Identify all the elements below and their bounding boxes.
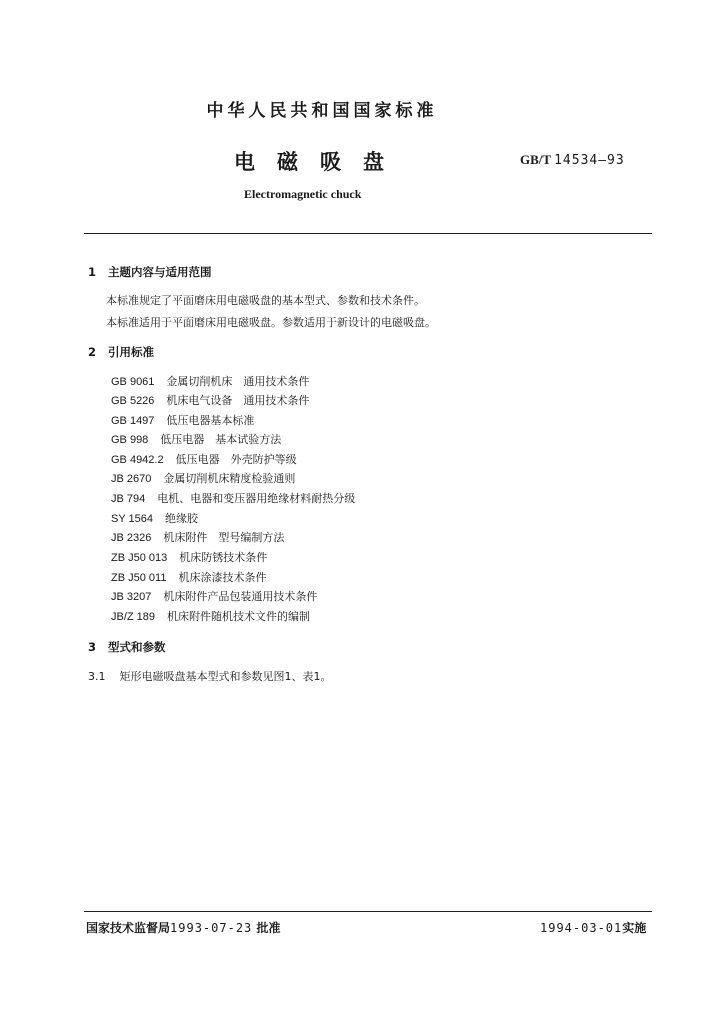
- reference-code: JB 2326: [111, 532, 152, 544]
- reference-name: 绝缘胶: [165, 512, 199, 525]
- standard-number-value: 14534—93: [554, 153, 625, 168]
- header-divider: [84, 233, 652, 234]
- clause: [88, 668, 332, 684]
- reference-name: 机床附件随机技术文件的编制: [167, 610, 311, 623]
- reference-name: 机床防锈技术条件: [179, 551, 268, 564]
- approval-date: 1993-07-23: [170, 921, 253, 935]
- reference-name: 金属切削机床 通用技术条件: [166, 375, 310, 388]
- reference-code: SY 1564: [111, 513, 154, 525]
- paragraph: 本标准适用于平面磨床用电磁吸盘。参数适用于新设计的电磁吸盘。: [106, 316, 436, 329]
- effective-line: [540, 919, 646, 936]
- reference-item: [111, 451, 297, 467]
- section-number: 2: [88, 345, 97, 359]
- reference-item: [111, 490, 355, 506]
- standard-number: [520, 152, 625, 168]
- approval-org: 国家技术监督局: [86, 921, 171, 935]
- issuer-heading: 中华人民共和国国家标准: [206, 101, 438, 121]
- paragraph: 本标准规定了平面磨床用电磁吸盘的基本型式、参数和技术条件。: [106, 294, 425, 307]
- reference-item: [111, 470, 295, 486]
- reference-name: 机床附件 型号编制方法: [163, 531, 285, 544]
- reference-code: GB 998: [111, 434, 149, 446]
- reference-name: 电机、电器和变压器用绝缘材料耐热分级: [157, 492, 356, 505]
- reference-code: JB 794: [111, 493, 146, 505]
- clause-text: 矩形电磁吸盘基本型式和参数见图1、表1。: [119, 670, 332, 683]
- reference-item: [111, 549, 267, 565]
- reference-name: 低压电器基本标准: [166, 414, 255, 427]
- reference-item: [111, 373, 309, 389]
- section-title: 引用标准: [108, 345, 155, 359]
- english-title: Electromagnetic chuck: [244, 187, 362, 201]
- reference-item: [111, 529, 284, 545]
- reference-item: [111, 588, 317, 604]
- effective-date: 1994-03-01: [540, 921, 623, 935]
- reference-code: ZB J50 013: [111, 552, 168, 564]
- reference-item: [111, 569, 266, 585]
- standard-prefix: GB/T: [520, 152, 551, 167]
- reference-code: JB 2670: [111, 473, 152, 485]
- section-heading: [88, 639, 166, 655]
- reference-item: [111, 510, 198, 526]
- section-title: 型式和参数: [108, 640, 166, 654]
- reference-name: 机床附件产品包装通用技术条件: [163, 590, 318, 603]
- reference-item: [111, 412, 254, 428]
- section-heading: [88, 344, 154, 360]
- section-title: 主题内容与适用范围: [108, 265, 212, 279]
- reference-code: JB 3207: [111, 591, 152, 603]
- reference-code: GB 1497: [111, 415, 155, 427]
- reference-name: 机床电气设备 通用技术条件: [166, 394, 310, 407]
- section-number: 1: [88, 265, 97, 279]
- effective-label: 实施: [622, 921, 647, 935]
- reference-name: 机床涂漆技术条件: [178, 571, 267, 584]
- document-title: 电磁吸盘: [234, 150, 406, 174]
- reference-code: GB 5226: [111, 395, 155, 407]
- reference-name: 低压电器 基本试验方法: [160, 433, 282, 446]
- reference-name: 金属切削机床精度检验通则: [163, 472, 296, 485]
- section-heading: [88, 264, 212, 280]
- reference-code: GB 4942.2: [111, 454, 164, 466]
- section-number: 3: [88, 640, 97, 654]
- approval-label: 批准: [256, 921, 281, 935]
- reference-code: ZB J50 011: [111, 572, 167, 584]
- clause-number: 3.1: [88, 670, 106, 683]
- reference-name: 低压电器 外壳防护等级: [175, 453, 297, 466]
- footer-divider: [84, 911, 652, 912]
- reference-item: [111, 608, 310, 624]
- reference-item: [111, 431, 281, 447]
- reference-item: [111, 392, 309, 408]
- reference-code: JB/Z 189: [111, 611, 156, 623]
- reference-code: GB 9061: [111, 376, 155, 388]
- approval-line: [86, 919, 280, 936]
